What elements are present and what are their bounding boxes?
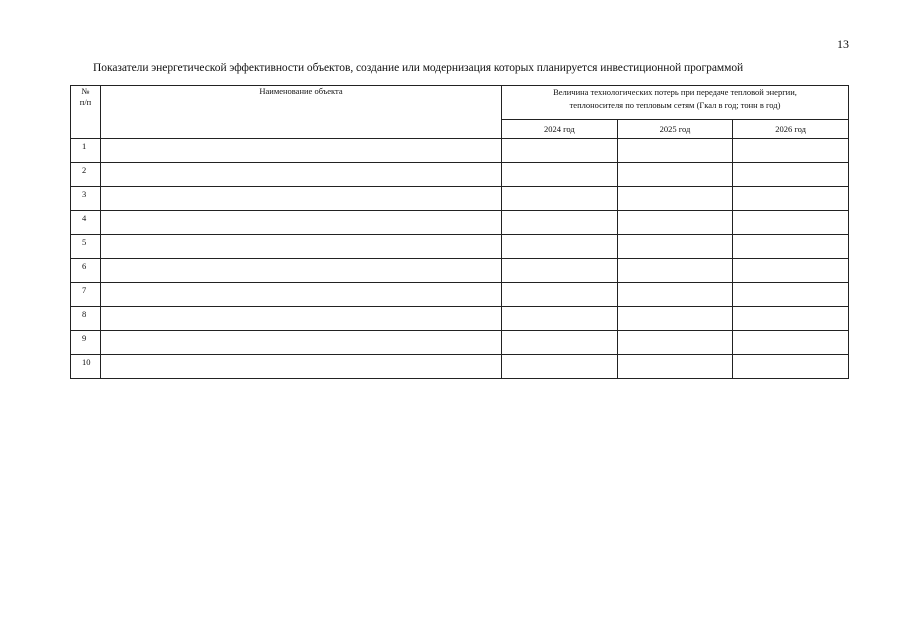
year-2026-cell: [733, 211, 849, 235]
year-2024-cell: [502, 163, 618, 187]
header-year-2026: 2026 год: [733, 120, 849, 139]
header-number: [71, 86, 101, 139]
year-2024-cell: [502, 139, 618, 163]
row-number-cell: 10: [71, 355, 101, 379]
year-2025-cell: [617, 259, 733, 283]
table-row: [71, 259, 849, 283]
year-2026-cell: [733, 187, 849, 211]
year-2025-cell: [617, 187, 733, 211]
year-2024-cell: [502, 355, 618, 379]
page-number: 13: [837, 37, 849, 51]
row-number-cell: 4: [71, 211, 101, 235]
efficiency-indicators-table: [70, 85, 849, 379]
document-title: Показатели энергетической эффективности объектов, создание или модернизация которых планируется инвестиционной программой: [93, 62, 744, 74]
row-number-cell: 9: [71, 331, 101, 355]
year-2025-cell: [617, 211, 733, 235]
row-number-cell: 3: [71, 187, 101, 211]
year-2025-cell: [617, 163, 733, 187]
year-2025-cell: [617, 355, 733, 379]
year-2026-cell: [733, 235, 849, 259]
object-name-cell: [101, 187, 502, 211]
year-2024-cell: [502, 259, 618, 283]
object-name-cell: [101, 139, 502, 163]
object-name-cell: [101, 283, 502, 307]
table-row: [71, 163, 849, 187]
table-row: [71, 355, 849, 379]
header-losses-line1: Величина технологических потерь при передаче тепловой энергии,: [553, 87, 797, 97]
year-2024-cell: [502, 283, 618, 307]
year-2024-cell: [502, 235, 618, 259]
row-number-cell: 8: [71, 307, 101, 331]
year-2026-cell: [733, 259, 849, 283]
header-year-2024: 2024 год: [502, 120, 618, 139]
header-losses-line2: теплоносителя по тепловым сетям (Гкал в год; тонн в год): [569, 100, 781, 110]
year-2025-cell: [617, 283, 733, 307]
object-name-cell: [101, 163, 502, 187]
year-2026-cell: [733, 355, 849, 379]
row-number-cell: 6: [71, 259, 101, 283]
table-row: [71, 331, 849, 355]
object-name-cell: [101, 355, 502, 379]
object-name-cell: [101, 307, 502, 331]
table-row: [71, 235, 849, 259]
row-number-cell: 1: [71, 139, 101, 163]
year-2024-cell: [502, 331, 618, 355]
year-2026-cell: [733, 139, 849, 163]
year-2026-cell: [733, 163, 849, 187]
header-object-name: Наименование объекта: [101, 86, 502, 139]
year-2026-cell: [733, 283, 849, 307]
year-2024-cell: [502, 211, 618, 235]
object-name-cell: [101, 211, 502, 235]
header-number-line2: п/п: [79, 97, 92, 107]
object-name-cell: [101, 259, 502, 283]
header-technological-losses: [502, 86, 849, 120]
row-number-cell: 7: [71, 283, 101, 307]
table-row: [71, 283, 849, 307]
table-row: [71, 307, 849, 331]
object-name-cell: [101, 331, 502, 355]
header-number-line1: №: [81, 86, 90, 96]
year-2024-cell: [502, 187, 618, 211]
year-2024-cell: [502, 307, 618, 331]
year-2026-cell: [733, 307, 849, 331]
header-year-2025: 2025 год: [617, 120, 733, 139]
object-name-cell: [101, 235, 502, 259]
table-row: [71, 211, 849, 235]
table-row: [71, 139, 849, 163]
year-2026-cell: [733, 331, 849, 355]
year-2025-cell: [617, 331, 733, 355]
year-2025-cell: [617, 307, 733, 331]
table-row: [71, 187, 849, 211]
year-2025-cell: [617, 235, 733, 259]
row-number-cell: 2: [71, 163, 101, 187]
table-header-row: [71, 86, 849, 120]
row-number-cell: 5: [71, 235, 101, 259]
year-2025-cell: [617, 139, 733, 163]
